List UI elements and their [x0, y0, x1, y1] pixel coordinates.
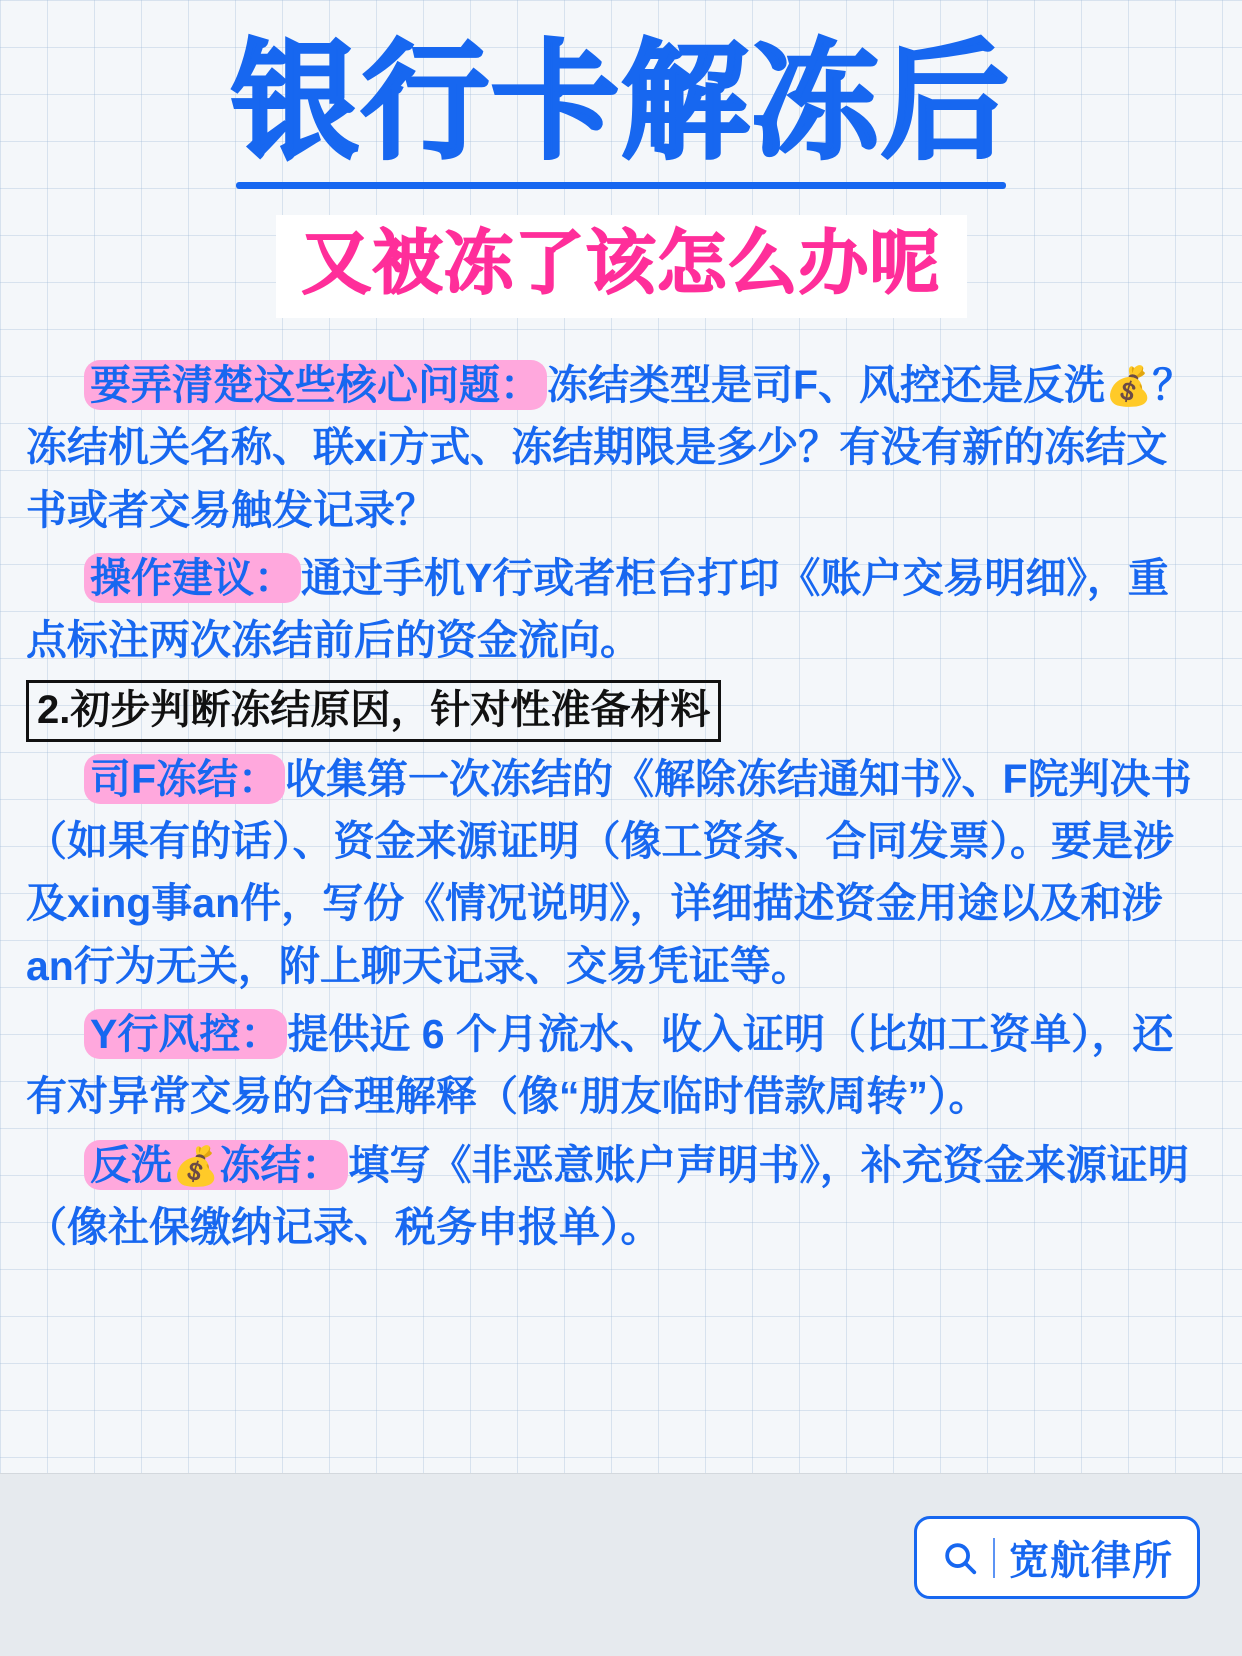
text-core-questions-a: 冻结类型是司F、风控还是反洗: [547, 361, 1106, 408]
money-bag-icon-2: 💰: [172, 1145, 220, 1188]
text-operation-advice: 通过手机Y行或者柜台打印《账户交易明细》，重点标注两次冻结前后的资金流向。: [26, 555, 1169, 664]
subtitle-band: [276, 215, 967, 318]
paragraph-core-questions: [26, 354, 1206, 541]
section-heading-2: [26, 678, 1206, 742]
label-bank-riskcontrol: Y行风控：: [84, 1009, 287, 1059]
label-judicial-freeze: 司F冻结：: [84, 754, 285, 804]
text-aml-freeze: 填写《非恶意账户声明书》，补充资金来源证明（像社保缴纳记录、税务申报单）。: [26, 1141, 1189, 1251]
paragraph-judicial-freeze: [26, 748, 1206, 997]
search-icon: [941, 1539, 979, 1577]
label-aml-freeze: [84, 1140, 348, 1190]
brand-name: 宽航律所: [1009, 1539, 1173, 1583]
page-subtitle: 又被冻了该怎么办呢: [301, 224, 941, 303]
label-operation-advice: 操作建议：: [84, 553, 301, 603]
paragraph-bank-riskcontrol: [26, 1003, 1206, 1128]
paragraph-antimoneylaundering-freeze: [26, 1134, 1206, 1259]
brand-divider: [993, 1538, 995, 1578]
label-core-questions: 要弄清楚这些核心问题：: [84, 360, 547, 410]
text-judicial-freeze: 收集第一次冻结的《解除冻结通知书》、F院判决书（如果有的话）、资金来源证明（像工资条、合同发票）。要是涉及xing事an件，写份《情况说明》，详细描述资金用途以及和涉an行为无关，附上聊天记录、交易凭证等。: [26, 755, 1192, 989]
title-block: [0, 0, 1242, 318]
section-heading-2-box: 2.初步判断冻结原因，针对性准备材料: [26, 680, 721, 742]
brand-badge[interactable]: [914, 1516, 1200, 1599]
text-core-questions-b: ？冻结机关名称、联xi方式、冻结期限是多少？有没有新的冻结文书或者交易触发记录？: [26, 361, 1194, 533]
label-aml-freeze-b: 冻结：: [219, 1141, 343, 1188]
page-title: 银行卡解冻后: [230, 31, 1011, 174]
footer-bar: [0, 1473, 1242, 1656]
text-bank-riskcontrol: 提供近 6 个月流水、收入证明（比如工资单），还有对异常交易的合理解释（像“朋友临时借款周转”）。: [26, 1010, 1174, 1120]
money-bag-icon: 💰: [1105, 365, 1153, 408]
title-underline: [236, 182, 1006, 189]
paragraph-operation-advice: [26, 547, 1206, 672]
label-aml-freeze-a: 反洗: [90, 1141, 172, 1188]
article-body: [0, 354, 1242, 1259]
